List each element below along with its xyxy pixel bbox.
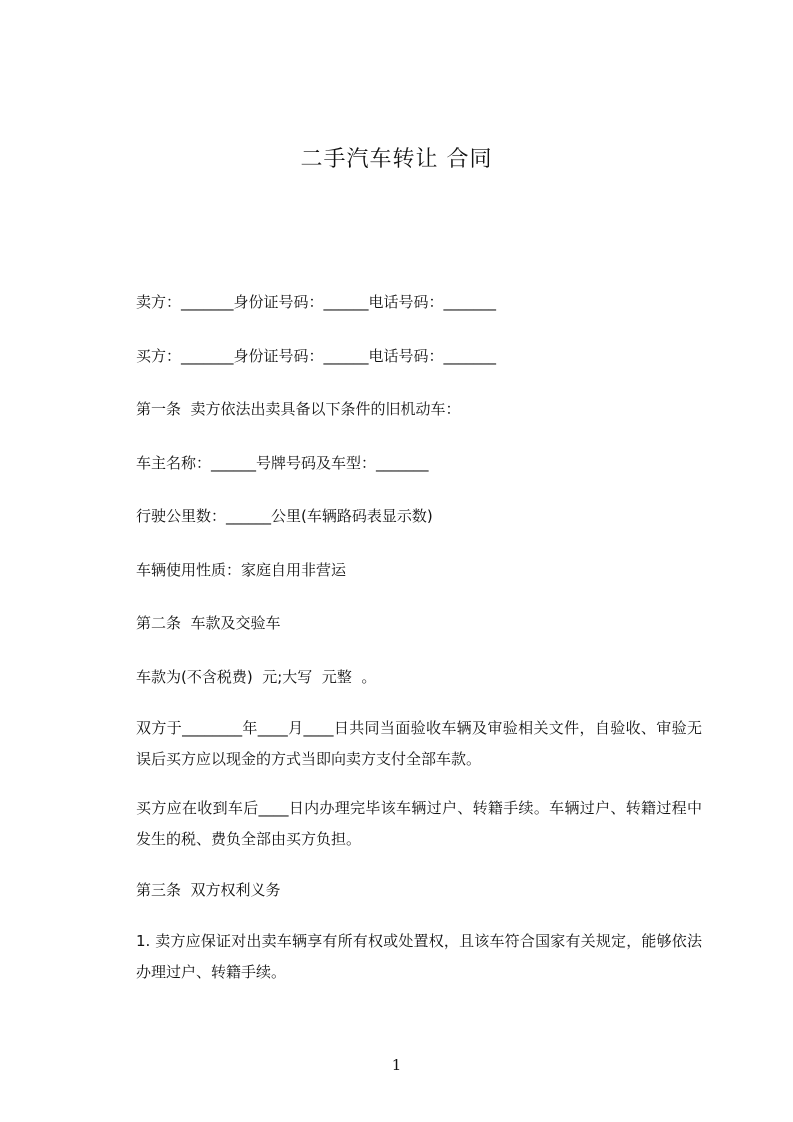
transfer-paragraph: 买方应在收到车后____日内办理完毕该车辆过户、转籍手续。车辆过户、转籍过程中发生的税、费负全部由买方负担。 [136, 799, 702, 848]
owner-plate-line: 车主名称：______号牌号码及车型：_______ [136, 454, 429, 472]
mileage-line: 行驶公里数：______公里(车辆路码表显示数) [136, 507, 433, 525]
inspection-paragraph: 双方于________年____月____日共同当面验收车辆及审验相关文件，自验收、审验无误后买方应以现金的方式当即向卖方支付全部车款。 [136, 719, 702, 768]
seller-info-line: 卖方：_______身份证号码：______电话号码：_______ [136, 293, 497, 311]
document-title: 二手汽车转让 合同 [300, 147, 493, 172]
clause-1-paragraph: 1. 卖方应保证对出卖车辆享有所有权或处置权，且该车符合国家有关规定，能够依法办理过户、转籍手续。 [136, 932, 702, 981]
article-1-heading: 第一条 卖方依法出卖具备以下条件的旧机动车： [136, 400, 461, 418]
vehicle-usage-line: 车辆使用性质：家庭自用非营运 [136, 561, 347, 579]
article-2-heading: 第二条 车款及交验车 [136, 614, 281, 632]
article-3-heading: 第三条 双方权利义务 [136, 881, 281, 899]
buyer-info-line: 买方：_______身份证号码：______电话号码：_______ [136, 347, 497, 365]
page-number: 1 [391, 1056, 402, 1074]
price-line: 车款为(不含税费) 元;大写 元整 。 [136, 668, 377, 686]
